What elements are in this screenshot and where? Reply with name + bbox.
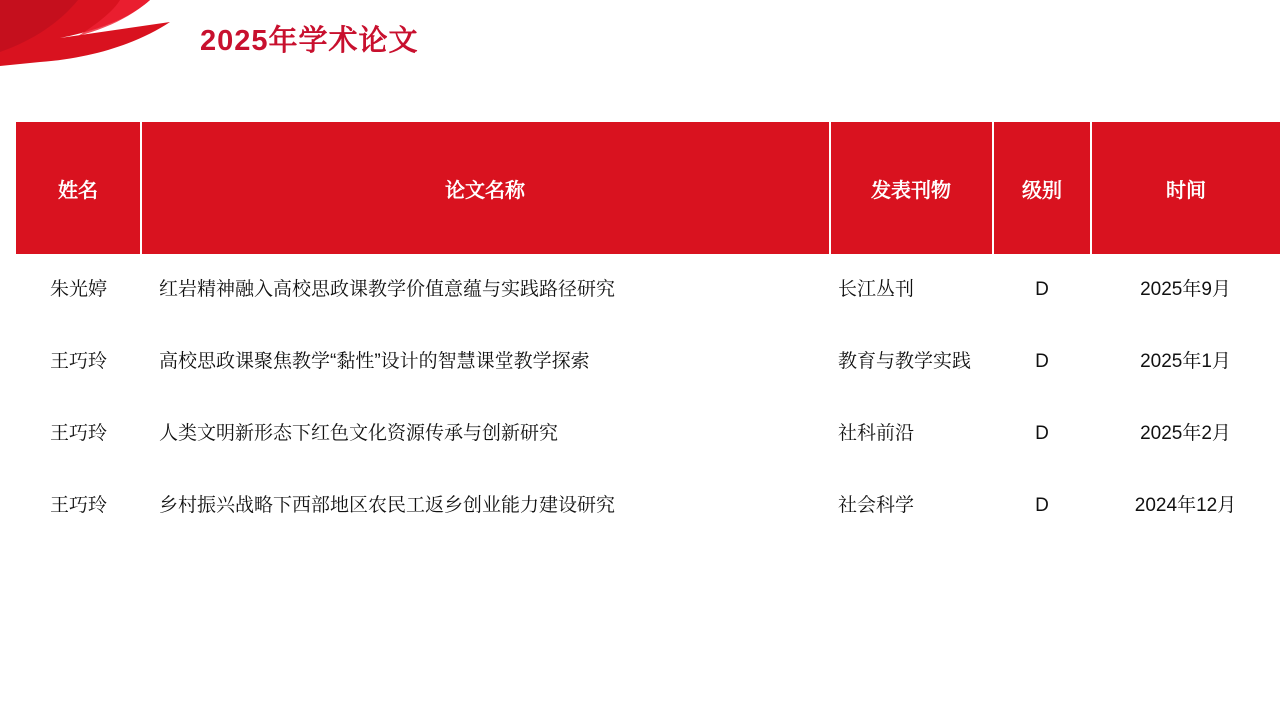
table-header: [16, 122, 1280, 254]
cell-time: 2024年12月: [1134, 495, 1237, 517]
table-header-row: [16, 122, 1280, 254]
cell-title: 乡村振兴战略下西部地区农民工返乡创业能力建设研究: [159, 495, 616, 517]
papers-table-wrapper: [16, 122, 1264, 542]
cell-level: D: [1035, 351, 1049, 373]
column-header-name: 姓名: [16, 122, 141, 254]
table-row: [16, 326, 1280, 398]
cell-name: 王巧玲: [49, 351, 107, 373]
cell-title: 高校思政课聚焦教学“黏性”设计的智慧课堂教学探索: [159, 351, 590, 373]
column-header-title: 论文名称: [141, 122, 830, 254]
ribbon-decoration: [0, 0, 190, 80]
cell-name: 王巧玲: [49, 495, 107, 517]
papers-table: [16, 122, 1280, 542]
cell-name: 王巧玲: [49, 423, 107, 445]
cell-level: D: [1035, 279, 1049, 301]
cell-journal: 社科前沿: [838, 423, 915, 445]
cell-time: 2025年9月: [1140, 279, 1231, 301]
cell-journal: 社会科学: [838, 495, 915, 517]
table-body: [16, 254, 1280, 542]
page-title: 2025年学术论文: [200, 25, 419, 57]
cell-level: D: [1035, 495, 1049, 517]
table-row: [16, 254, 1280, 326]
cell-level: D: [1035, 423, 1049, 445]
cell-time: 2025年2月: [1140, 423, 1231, 445]
cell-time: 2025年1月: [1140, 351, 1231, 373]
cell-title: 红岩精神融入高校思政课教学价值意蕴与实践路径研究: [159, 279, 616, 301]
column-header-time: 时间: [1091, 122, 1280, 254]
table-row: [16, 470, 1280, 542]
table-row: [16, 398, 1280, 470]
cell-journal: 教育与教学实践: [838, 351, 972, 373]
cell-title: 人类文明新形态下红色文化资源传承与创新研究: [159, 423, 559, 445]
column-header-journal: 发表刊物: [830, 122, 993, 254]
cell-journal: 长江丛刊: [838, 279, 915, 301]
column-header-level: 级别: [993, 122, 1091, 254]
cell-name: 朱光婷: [49, 279, 107, 301]
